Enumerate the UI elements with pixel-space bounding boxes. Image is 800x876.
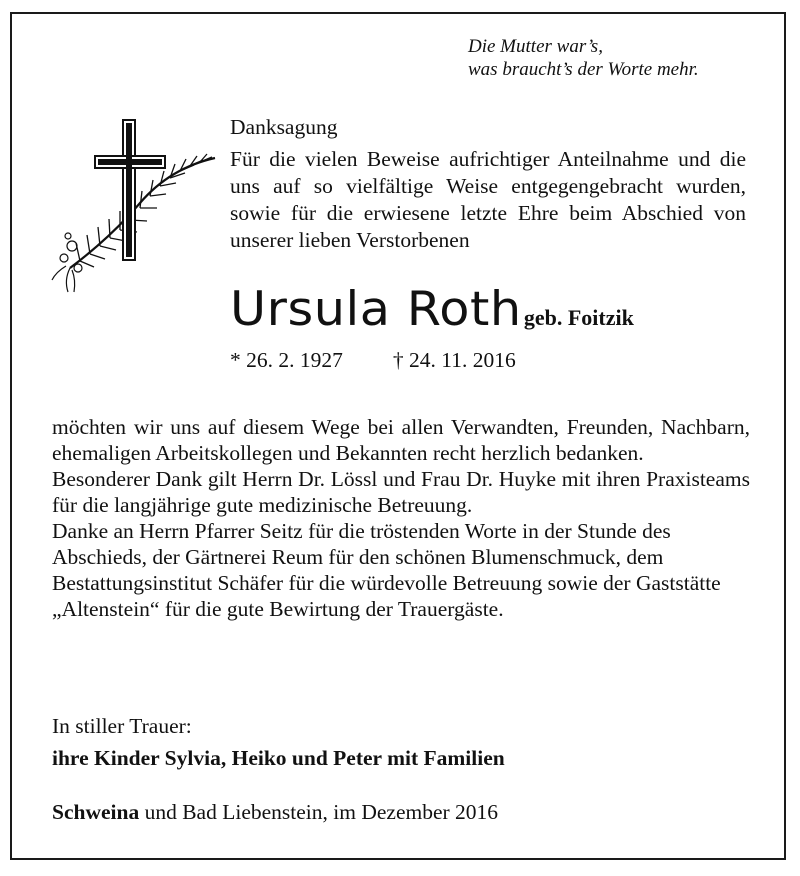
motto-line-1: Die Mutter war’s,: [468, 36, 603, 57]
deceased-name-line: [230, 282, 634, 337]
death-date: † 24. 11. 2016: [392, 348, 516, 372]
thanks-header: [230, 114, 750, 254]
deceased-name: Ursula Roth: [230, 282, 522, 337]
heading: Danksagung: [230, 115, 338, 139]
body-paragraph-2: Besonderer Dank gilt Herrn Dr. Lössl und Frau Dr. Huyke mit ihren Praxisteams für die langjährige gute medizinische Betreuung.: [52, 467, 750, 517]
intro-text: Für die vielen Beweise aufrichtiger Anteilnahme und die uns auf so vielfältige Weise entgegengebracht wurden, sowie für die erwiesene letzte Ehre beim Abschied von unserer lieben Verstorbenen: [230, 147, 746, 252]
family-signature: ihre Kinder Sylvia, Heiko und Peter mit Familien: [52, 746, 505, 770]
body-text: [52, 414, 750, 622]
body-paragraph-3: Danke an Herrn Pfarrer Seitz für die tröstenden Worte in der Stunde des Abschieds, der Gärtnerei Reum für den schönen Blumenschmuck, dem Bestattungsinstitut Schäfer für die würdevolle Betreuung sowie der Gaststätte „Altenstein“ für die gute Bewirtung der Trauergäste.: [52, 519, 721, 621]
place-date: [52, 800, 498, 825]
place-town: Schweina: [52, 800, 140, 824]
maiden-name: geb. Foitzik: [523, 305, 634, 330]
birth-date: * 26. 2. 1927: [230, 348, 343, 372]
life-dates: [230, 348, 516, 373]
motto: [468, 35, 699, 81]
cross-with-palm-frond-icon: [50, 118, 222, 300]
motto-line-2: was braucht’s der Worte mehr.: [468, 59, 699, 80]
place-rest: und Bad Liebenstein, im Dezember 2016: [139, 800, 499, 824]
mourning-line: In stiller Trauer:: [52, 714, 192, 738]
body-paragraph-1: möchten wir uns auf diesem Wege bei allen Verwandten, Freunden, Nachbarn, ehemaligen Arbeitskollegen und Bekannten recht herzlich bedanken.: [52, 415, 750, 465]
